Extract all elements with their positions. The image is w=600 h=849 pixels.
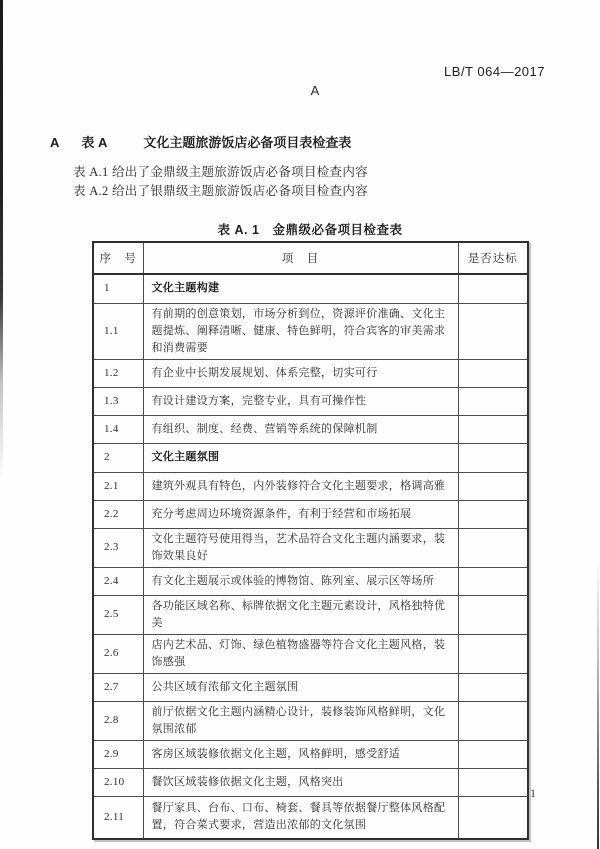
row-item: 有设计建设方案，完整专业，具有可操作性 (143, 387, 458, 415)
scan-edge-artifact-right (597, 560, 599, 849)
pass-cell (458, 528, 528, 567)
row-no: 1.4 (93, 415, 143, 443)
pass-cell (458, 303, 528, 359)
pass-cell (458, 595, 528, 634)
header-pass: 是否达标 (458, 242, 528, 274)
pass-cell (458, 387, 528, 415)
row-no: 2.1 (93, 472, 143, 500)
row-item: 客房区域装修依据文化主题，风格鲜明，感受舒适 (143, 741, 458, 769)
row-item: 有组织、制度、经费、营销等系统的保障机制 (143, 415, 458, 443)
header-item: 项 目 (143, 242, 458, 274)
intro-line-2: 表 A.2 给出了银鼎级主题旅游饭店必备项目检查内容 (73, 184, 368, 198)
appendix-letter: A (310, 83, 320, 98)
row-no: 1 (93, 274, 143, 303)
table-row (93, 528, 528, 567)
row-no: 2.6 (93, 634, 143, 673)
row-no: 2.9 (93, 741, 143, 769)
row-item: 前厅依据文化主题内涵精心设计，装修装饰风格鲜明，文化氛围浓郁 (143, 701, 458, 740)
table-row (93, 387, 528, 415)
clause-label: A (50, 135, 60, 150)
row-no: 1.2 (93, 359, 143, 387)
pass-cell (458, 634, 528, 673)
table-row (93, 415, 528, 443)
table-header-row (93, 242, 528, 274)
table-row (93, 567, 528, 595)
row-no: 2.8 (93, 701, 143, 740)
table-row (93, 673, 528, 701)
row-no: 2 (93, 443, 143, 472)
pass-cell (458, 567, 528, 595)
table-row (93, 472, 528, 500)
pass-cell (458, 701, 528, 740)
row-item: 文化主题氛围 (143, 443, 458, 472)
pass-cell (458, 769, 528, 797)
row-item: 各功能区域名称、标牌依据文化主题元素设计，风格独特优美 (143, 595, 458, 634)
row-no: 2.10 (93, 769, 143, 797)
table-row (93, 274, 528, 303)
row-item: 店内艺术品、灯饰、绿色植物盛器等符合文化主题风格，装饰感强 (143, 634, 458, 673)
table-row (93, 741, 528, 769)
row-item: 有企业中长期发展规划、体系完整，切实可行 (143, 359, 458, 387)
scan-edge-artifact-left (0, 0, 3, 480)
row-no: 1.3 (93, 387, 143, 415)
pass-cell (458, 741, 528, 769)
appendix-title: 文化主题旅游饭店必备项目表检查表 (143, 135, 352, 150)
row-item: 餐饮区域装修依据文化主题，风格突出 (143, 769, 458, 797)
row-no: 2.3 (93, 528, 143, 567)
table-row (93, 769, 528, 797)
table-row (93, 303, 528, 359)
page-number: 1 (530, 786, 536, 800)
table-row (93, 359, 528, 387)
table-row (93, 500, 528, 528)
table-row (93, 443, 528, 472)
table-caption: 表 A. 1 金鼎级必备项目检查表 (217, 223, 403, 237)
header-no: 序 号 (93, 242, 143, 274)
row-no: 1.1 (93, 303, 143, 359)
pass-cell (458, 500, 528, 528)
pass-cell (458, 415, 528, 443)
row-no: 2.5 (93, 595, 143, 634)
row-item: 建筑外观具有特色，内外装修符合文化主题要求，格调高雅 (143, 472, 458, 500)
pass-cell (458, 359, 528, 387)
pass-cell (458, 443, 528, 472)
table-row (93, 634, 528, 673)
row-item: 餐厅家具、台布、口布、椅套、餐具等依据餐厅整体风格配置，符合菜式要求，营造出浓郁的文化氛围 (143, 797, 458, 839)
table-row (93, 797, 528, 839)
row-item: 有文化主题展示或体验的博物馆、陈列室、展示区等场所 (143, 567, 458, 595)
intro-line-1: 表 A.1 给出了金鼎级主题旅游饭店必备项目检查内容 (73, 165, 368, 179)
table-row (93, 701, 528, 740)
pass-cell (458, 274, 528, 303)
row-no: 2.11 (93, 797, 143, 839)
row-item: 有前期的创意策划，市场分析到位，资源评价准确、文化主题提炼、阐释清晰、健康、特色鲜明，符合宾客的审美需求和消费需要 (143, 303, 458, 359)
row-item: 公共区域有浓郁文化主题氛围 (143, 673, 458, 701)
intro-paragraph (73, 163, 368, 201)
pass-cell (458, 472, 528, 500)
pass-cell (458, 673, 528, 701)
checklist-table (92, 241, 529, 840)
row-item: 充分考虑周边环境资源条件，有利于经营和市场拓展 (143, 500, 458, 528)
appendix-heading (50, 132, 351, 151)
table-row (93, 595, 528, 634)
row-item: 文化主题构建 (143, 274, 458, 303)
table-label: 表 A (81, 135, 108, 150)
row-item: 文化主题符号使用得当，艺术品符合文化主题内涵要求，装饰效果良好 (143, 528, 458, 567)
row-no: 2.4 (93, 567, 143, 595)
row-no: 2.7 (93, 673, 143, 701)
row-no: 2.2 (93, 500, 143, 528)
standard-number: LB/T 064—2017 (444, 64, 545, 79)
pass-cell (458, 797, 528, 839)
